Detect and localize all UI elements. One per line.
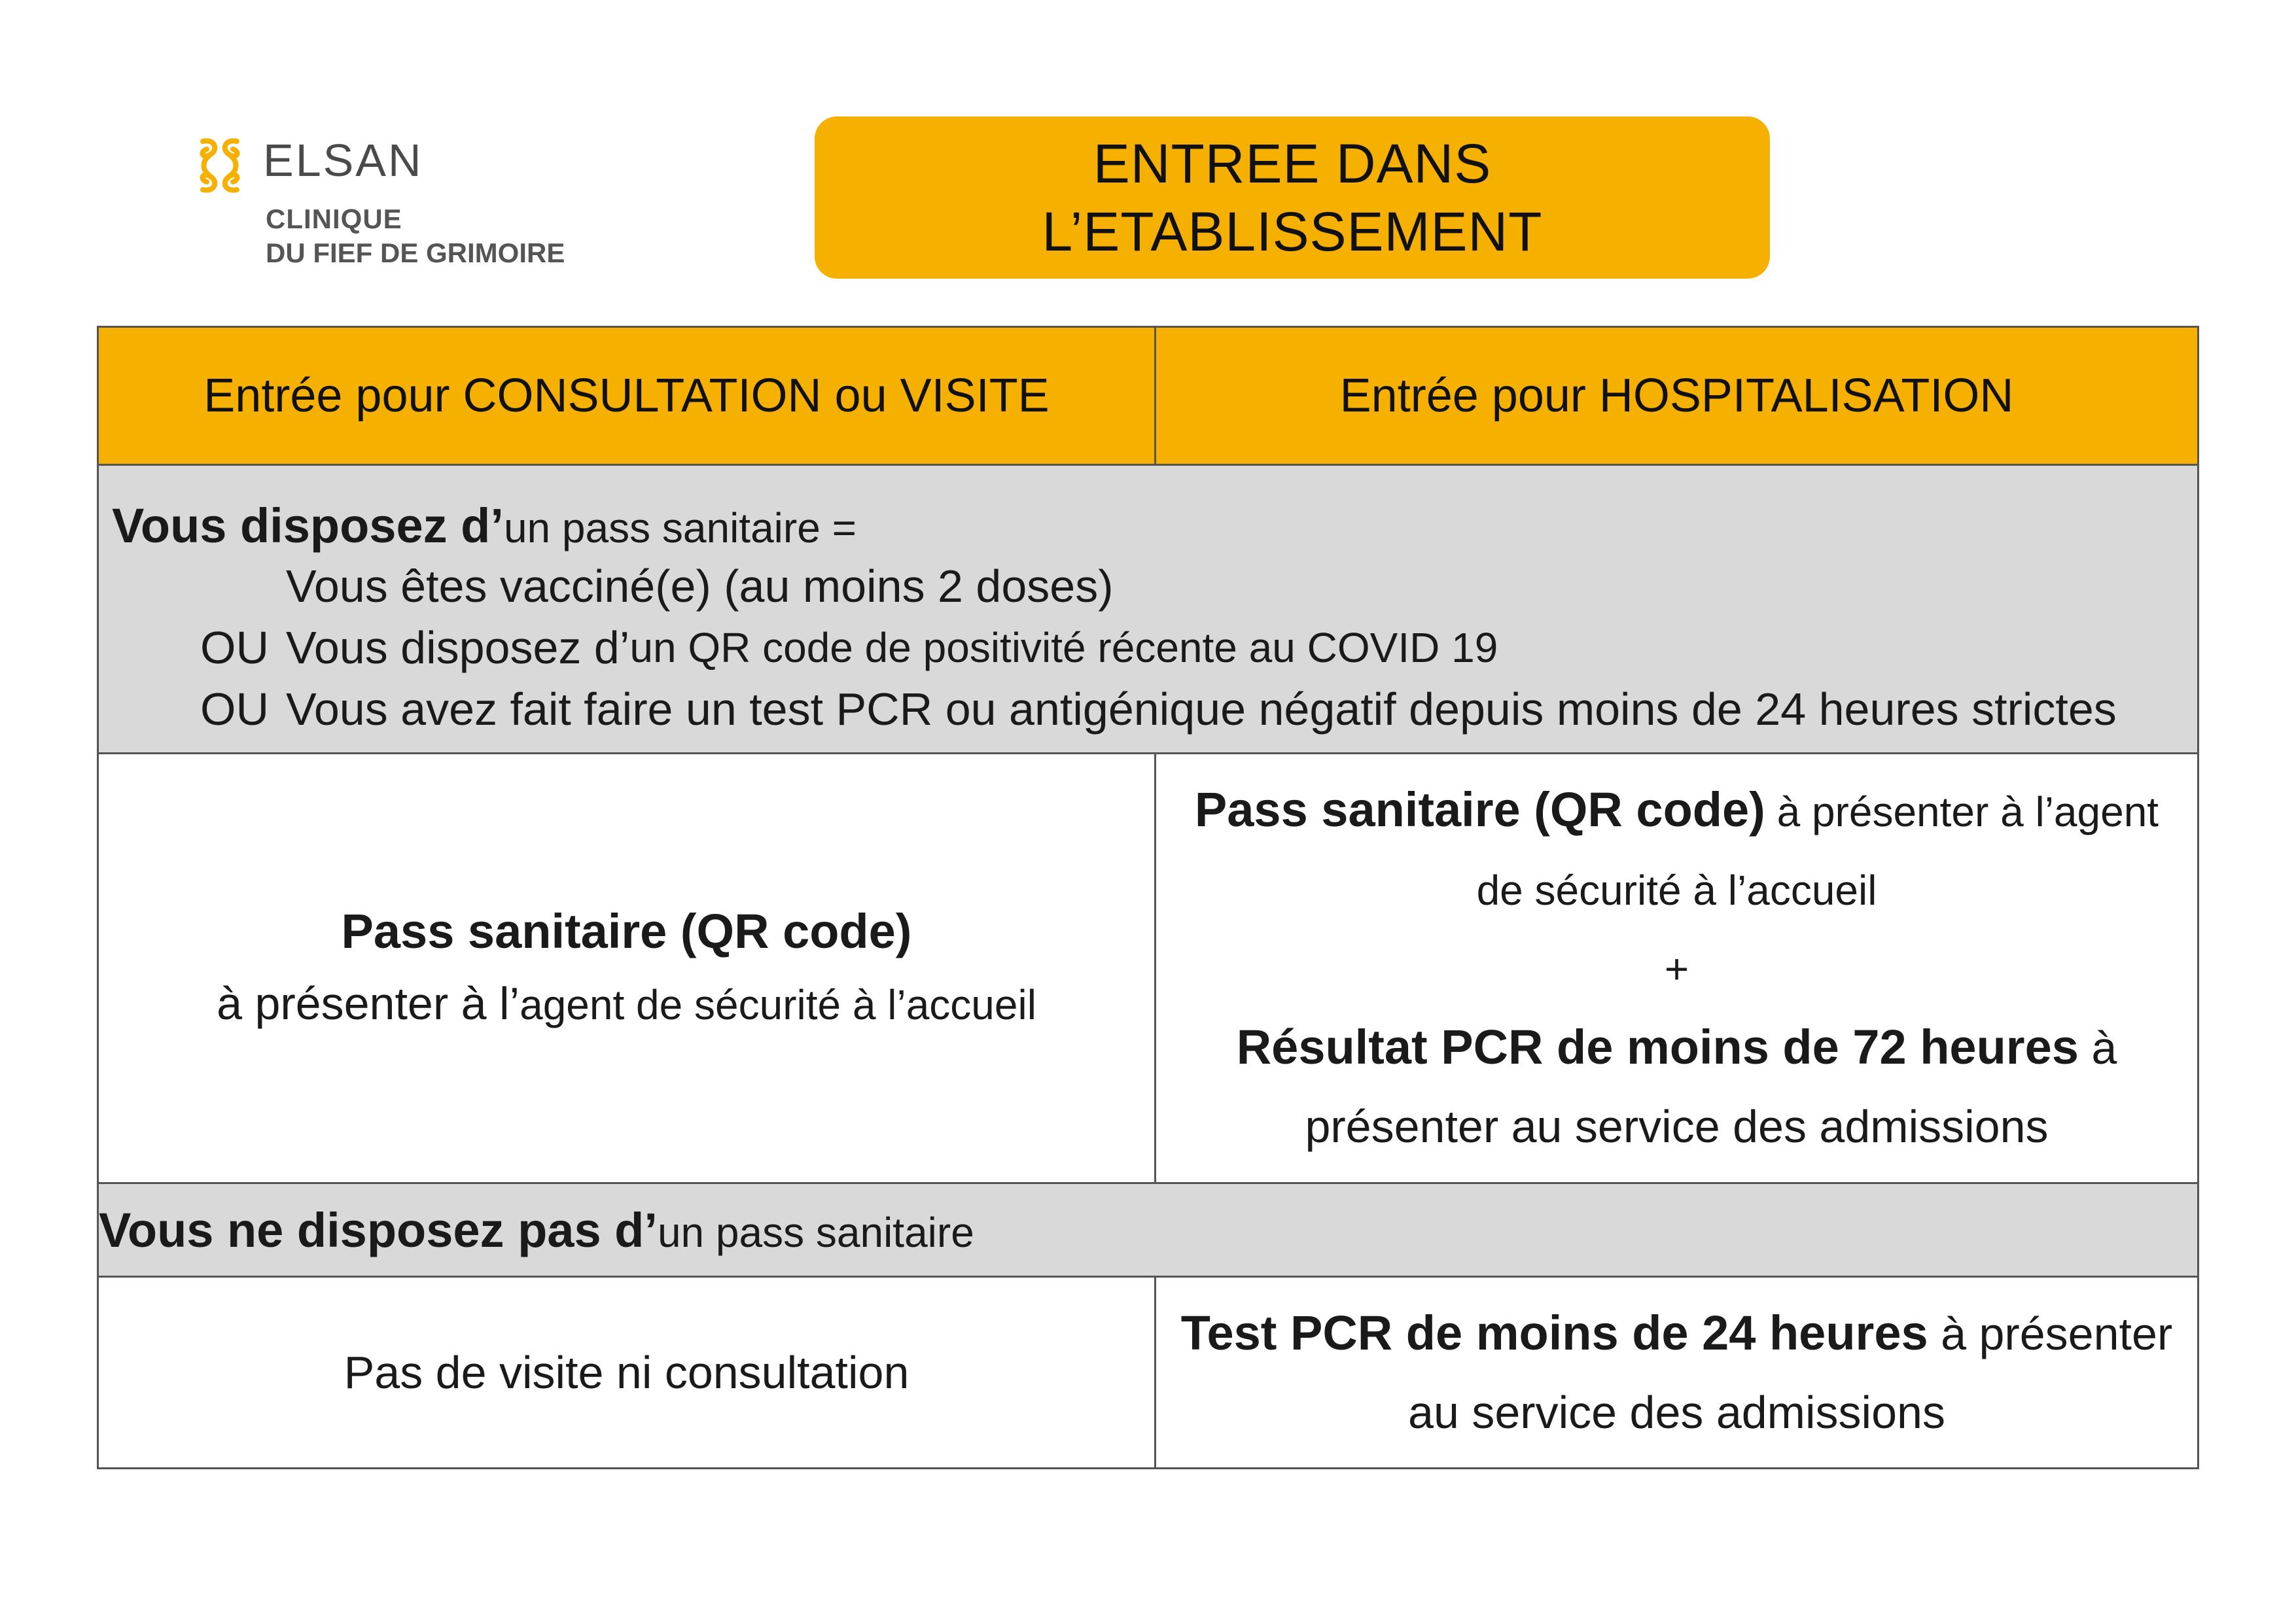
pass-hospit-line1: Pass sanitaire (QR code) à présenter à l’agent [1194,782,2159,837]
nopass-consult-cell: Pas de visite ni consultation [98,1277,1156,1469]
pass-section-row [98,465,2199,754]
nopass-detail-row [98,1277,2199,1469]
page-title [815,116,1770,279]
pass-hospit-cell [1156,754,2199,1183]
pass-consult-title: Pass sanitaire (QR code) [341,904,912,958]
condition-qr-positive: OU Vous disposez d’ un QR code de positivité récente au COVID 19 [200,621,1498,673]
title-line2: L’ETABLISSEMENT [1042,201,1543,262]
pass-hospit-plus: + [1664,945,1689,992]
pass-hospit-line2: de sécurité à l’accueil [1476,867,1877,914]
header-hospitalisation: Entrée pour HOSPITALISATION [1156,327,2199,465]
condition-vaccinated: Vous êtes vacciné(e) (au moins 2 doses) [286,560,1114,612]
nopass-hospit-line2: au service des admissions [1408,1386,1945,1438]
logo-brand: ELSAN [263,135,423,186]
pass-detail-row [98,754,2199,1183]
nopass-section-title: Vous ne disposez pas d’un pass sanitaire [98,1183,2199,1277]
pass-consult-text: à présenter à l’agent de sécurité à l’accueil [217,978,1036,1029]
pass-section-title: Vous disposez d’un pass sanitaire = [112,498,857,553]
logo-clinic-line1: CLINIQUE [266,203,402,234]
logo-clinic-line2: DU FIEF DE GRIMOIRE [266,237,565,268]
nopass-section-row [98,1183,2199,1277]
pass-consult-cell [98,754,1156,1183]
entry-rules-table [97,326,2199,1469]
nopass-hospit-cell [1156,1277,2199,1469]
condition-negative-test: OU Vous avez fait faire un test PCR ou antigénique négatif depuis moins de 24 heures strictes [200,683,2117,735]
elsan-logo-icon [194,137,246,194]
table-header-row [98,327,2199,465]
clinic-logo [194,135,612,279]
nopass-hospit-line1: Test PCR de moins de 24 heures à présenter [1180,1305,2173,1360]
pass-hospit-line4: présenter au service des admissions [1305,1101,2049,1152]
title-line1: ENTREE DANS [1093,133,1492,194]
pass-conditions [99,479,2197,740]
header-consultation: Entrée pour CONSULTATION ou VISITE [98,327,1156,465]
pass-hospit-line3: Résultat PCR de moins de 72 heures à [1236,1020,2117,1074]
